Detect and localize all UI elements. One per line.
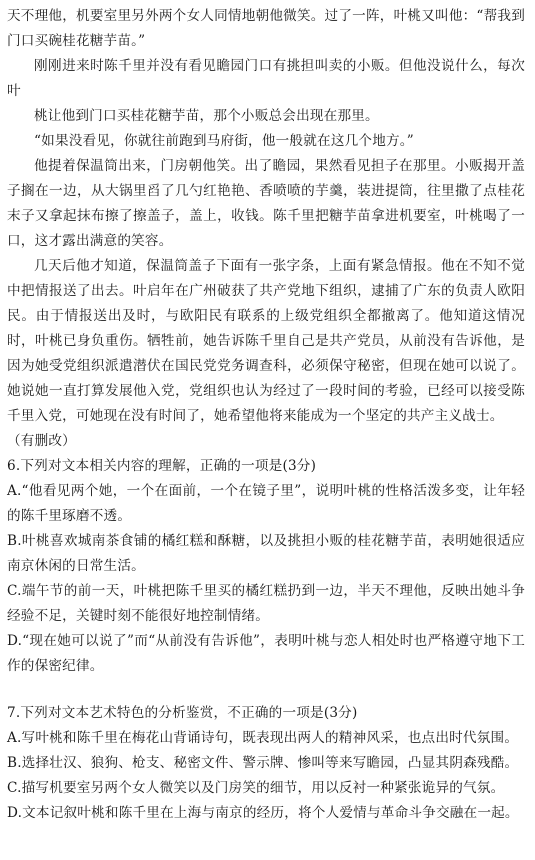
passage-paragraph: 几天后他才知道，保温筒盖子下面有一张字条，上面有紧急情报。他在不知不觉中把情报送了出去。叶启年在广州破获了共产党地下组织，逮捕了广东的负责人欧阳民。由于情报送出及时，与欧阳民有联系的上级党组织全都撤离了。他知道这情况时，叶桃已身负重伤。牺牲前，她告诉陈千里自己是共产党员，从前没有告诉他，是因为她受党组织派遣潜伏在国民党党务调查科，必须保守秘密，但现在她可以说了。她说她一直打算发展他入党，党组织也认为经过了一段时间的考验，已经可以接受陈千里入党，可她现在没有时间了，她希望他将来能成为一个坚定的共产主义战士。 <box>7 258 525 424</box>
question-section <box>7 454 525 826</box>
question-stem: 6.下列对文本相关内容的理解，正确的一项是(3分) <box>7 458 317 474</box>
question-stem: 7.下列对文本艺术特色的分析鉴赏，不正确的一项是(3分) <box>7 705 358 721</box>
question-7 <box>7 701 525 826</box>
question-option-d: D.文本记叙叶桃和陈千里在上海与南京的经历，将个人爱情与革命斗争交融在一起。 <box>7 805 519 821</box>
question-option-a: A.写叶桃和陈千里在梅花山背诵诗句，既表现出两人的精神风采，也点出时代氛围。 <box>7 730 519 746</box>
question-6 <box>7 454 525 679</box>
source-note: （有删改） <box>7 433 76 449</box>
question-option-c: C.端午节的前一天，叶桃把陈千里买的橘红糕扔到一边，半天不理他，反映出她斗争经验不足，关键时刻不能很好地控制情绪。 <box>7 583 525 624</box>
passage-paragraph: “如果没看见，你就往前跑到马府街，他一般就在这几个地方。” <box>34 133 414 149</box>
question-spacer <box>7 679 525 701</box>
question-option-d: D.“现在她可以说了”而“从前没有告诉他”，表明叶桃与恋人相处时也严格遵守地下工作的保密纪律。 <box>7 633 525 674</box>
passage-paragraph: 桃让他到门口买桂花糖芋苗，那个小贩总会出现在那里。 <box>34 108 379 124</box>
reading-passage <box>7 4 525 454</box>
question-option-c: C.描写机要室另两个女人微笑以及门房笑的细节，用以反衬一种紧张诡异的气氛。 <box>7 780 505 796</box>
question-option-b: B.叶桃喜欢城南茶食铺的橘红糕和酥糖，以及挑担小贩的桂花糖芋苗，表明她很适应南京休闲的日常生活。 <box>7 533 525 574</box>
question-option-a: A.“他看见两个她，一个在面前，一个在镜子里”，说明叶桃的性格活泼多变，让年轻的陈千里琢磨不透。 <box>7 483 525 524</box>
passage-paragraph: 天不理他，机要室里另外两个女人同情地朝他微笑。过了一阵，叶桃又叫他：“帮我到门口买碗桂花糖芋苗。” <box>7 8 525 49</box>
passage-paragraph: 他提着保温筒出来，门房朝他笑。出了瞻园，果然看见担子在那里。小贩揭开盖子搁在一边，从大锅里舀了几勺红艳艳、香喷喷的芋羹，装进提筒，往里撒了点桂花末子又拿起抹布擦了擦盖子，盖上，收钱。陈千里把糖芋苗拿进机要室，叶桃喝了一口，这才露出满意的笑容。 <box>7 158 525 249</box>
passage-paragraph: 刚刚进来时陈千里并没有看见瞻园门口有挑担叫卖的小贩。但他没说什么，每次叶 <box>7 58 525 99</box>
question-option-b: B.选择壮汉、狼狗、枪支、秘密文件、警示牌、惨叫等来写瞻园，凸显其阴森残酷。 <box>7 755 519 771</box>
